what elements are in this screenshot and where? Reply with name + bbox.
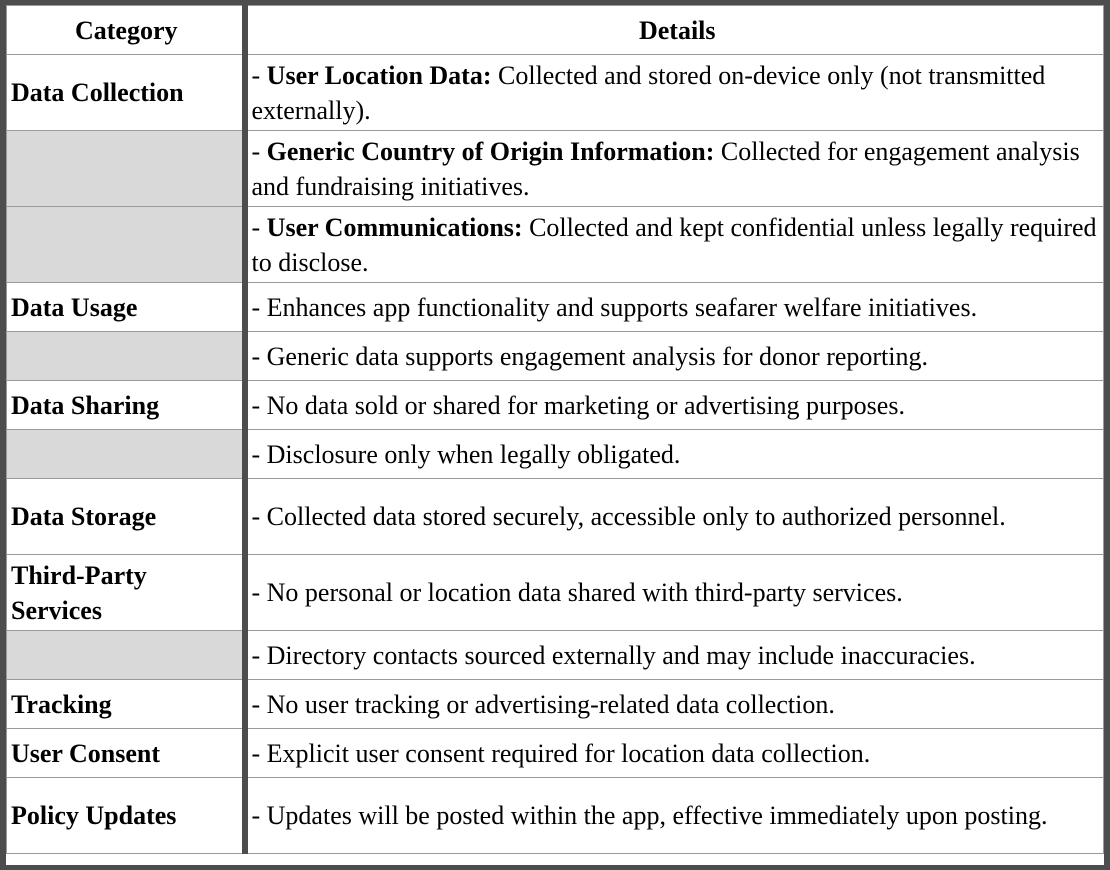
details-cell: - Disclosure only when legally obligated. [245, 430, 1104, 479]
table-row [7, 479, 1104, 555]
detail-prefix: - [251, 212, 267, 242]
details-cell: - Explicit user consent required for location data collection. [245, 729, 1104, 778]
table-row [7, 631, 1104, 680]
table-row [7, 381, 1104, 430]
table-row [7, 131, 1104, 207]
privacy-table [6, 5, 1104, 854]
details-cell: - Directory contacts sourced externally and may include inaccuracies. [245, 631, 1104, 680]
category-cell: Data Sharing [7, 381, 245, 430]
header-category: Category [7, 6, 245, 55]
category-cell [7, 332, 245, 381]
table-row [7, 430, 1104, 479]
table-row [7, 332, 1104, 381]
category-cell: Third-Party Services [7, 555, 245, 631]
details-cell: - Collected data stored securely, accessible only to authorized personnel. [245, 479, 1104, 555]
category-cell: Data Collection [7, 55, 245, 131]
category-cell [7, 631, 245, 680]
details-cell: - No user tracking or advertising-related data collection. [245, 680, 1104, 729]
category-cell: Data Usage [7, 283, 245, 332]
table-row [7, 555, 1104, 631]
table-row [7, 729, 1104, 778]
detail-text: Collected and kept confidential unless legally required to disclose. [251, 212, 1097, 277]
detail-text: Collected for engagement analysis and fundraising initiatives. [251, 136, 1080, 201]
category-cell: Tracking [7, 680, 245, 729]
detail-key: Generic Country of Origin Information: [266, 136, 715, 166]
category-cell [7, 131, 245, 207]
detail-prefix: - [251, 136, 267, 166]
table-row [7, 283, 1104, 332]
category-cell [7, 207, 245, 283]
category-cell: Policy Updates [7, 778, 245, 854]
details-cell: - Updates will be posted within the app, effective immediately upon posting. [245, 778, 1104, 854]
table-row [7, 778, 1104, 854]
header-details: Details [245, 6, 1104, 55]
category-cell [7, 430, 245, 479]
details-cell [245, 55, 1104, 131]
details-cell: - Generic data supports engagement analysis for donor reporting. [245, 332, 1104, 381]
table-row [7, 207, 1104, 283]
detail-key: User Communications: [266, 212, 523, 242]
category-cell: Data Storage [7, 479, 245, 555]
detail-text: Collected and stored on-device only (not transmitted externally). [251, 60, 1046, 125]
table-header-row [7, 6, 1104, 55]
details-cell: - Enhances app functionality and supports seafarer welfare initiatives. [245, 283, 1104, 332]
details-cell [245, 207, 1104, 283]
detail-key: User Location Data: [266, 60, 492, 90]
details-cell: - No personal or location data shared with third-party services. [245, 555, 1104, 631]
detail-prefix: - [251, 60, 267, 90]
category-cell: User Consent [7, 729, 245, 778]
details-cell [245, 131, 1104, 207]
details-cell: - No data sold or shared for marketing or advertising purposes. [245, 381, 1104, 430]
table-row [7, 680, 1104, 729]
table-row [7, 55, 1104, 131]
